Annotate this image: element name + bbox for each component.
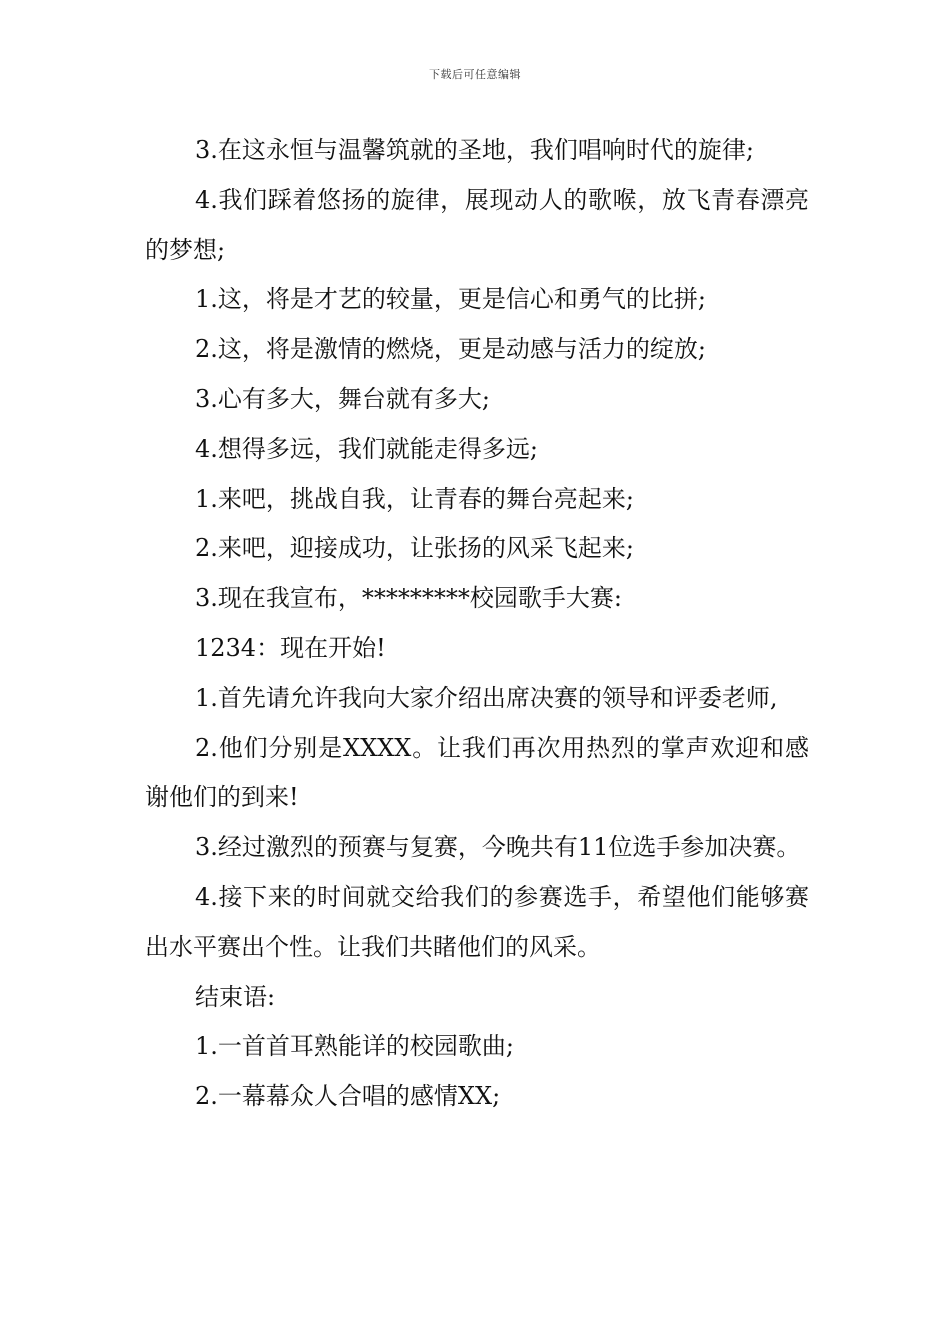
paragraph: 2.一幕幕众人合唱的感情XX; bbox=[195, 1082, 501, 1111]
paragraph: 3.心有多大，舞台就有多大; bbox=[195, 384, 490, 413]
paragraph: 3.经过激烈的预赛与复赛，今晚共有11位选手参加决赛。 bbox=[195, 833, 801, 862]
paragraph: 3.现在我宣布，*********校园歌手大赛: bbox=[195, 584, 622, 613]
paragraph: 结束语: bbox=[195, 982, 276, 1011]
paragraph: 2.他们分别是XXXX。让我们再次用热烈的掌声欢迎和感谢他们的到来! bbox=[145, 733, 809, 812]
paragraph: 2.这，将是激情的燃烧，更是动感与活力的绽放; bbox=[195, 335, 706, 364]
paragraph: 1.这，将是才艺的较量，更是信心和勇气的比拼; bbox=[195, 285, 706, 314]
paragraph: 1.来吧，挑战自我，让青春的舞台亮起来; bbox=[195, 484, 634, 513]
paragraph: 1234：现在开始! bbox=[195, 633, 386, 662]
paragraph: 4.想得多远，我们就能走得多远; bbox=[195, 434, 538, 463]
paragraph: 4.我们踩着悠扬的旋律，展现动人的歌喉，放飞青春漂亮的梦想; bbox=[145, 185, 809, 264]
document-body bbox=[145, 126, 809, 1122]
paragraph: 3.在这永恒与温馨筑就的圣地，我们唱响时代的旋律; bbox=[195, 136, 754, 164]
paragraph: 4.接下来的时间就交给我们的参赛选手，希望他们能够赛出水平赛出个性。让我们共睹他们的风采。 bbox=[145, 882, 809, 961]
header-note: 下载后可任意编辑 bbox=[429, 68, 521, 81]
paragraph: 1.一首首耳熟能详的校园歌曲; bbox=[195, 1032, 514, 1061]
paragraph: 2.来吧，迎接成功，让张扬的风采飞起来; bbox=[195, 534, 634, 563]
paragraph: 1.首先请允许我向大家介绍出席决赛的领导和评委老师, bbox=[195, 683, 778, 712]
